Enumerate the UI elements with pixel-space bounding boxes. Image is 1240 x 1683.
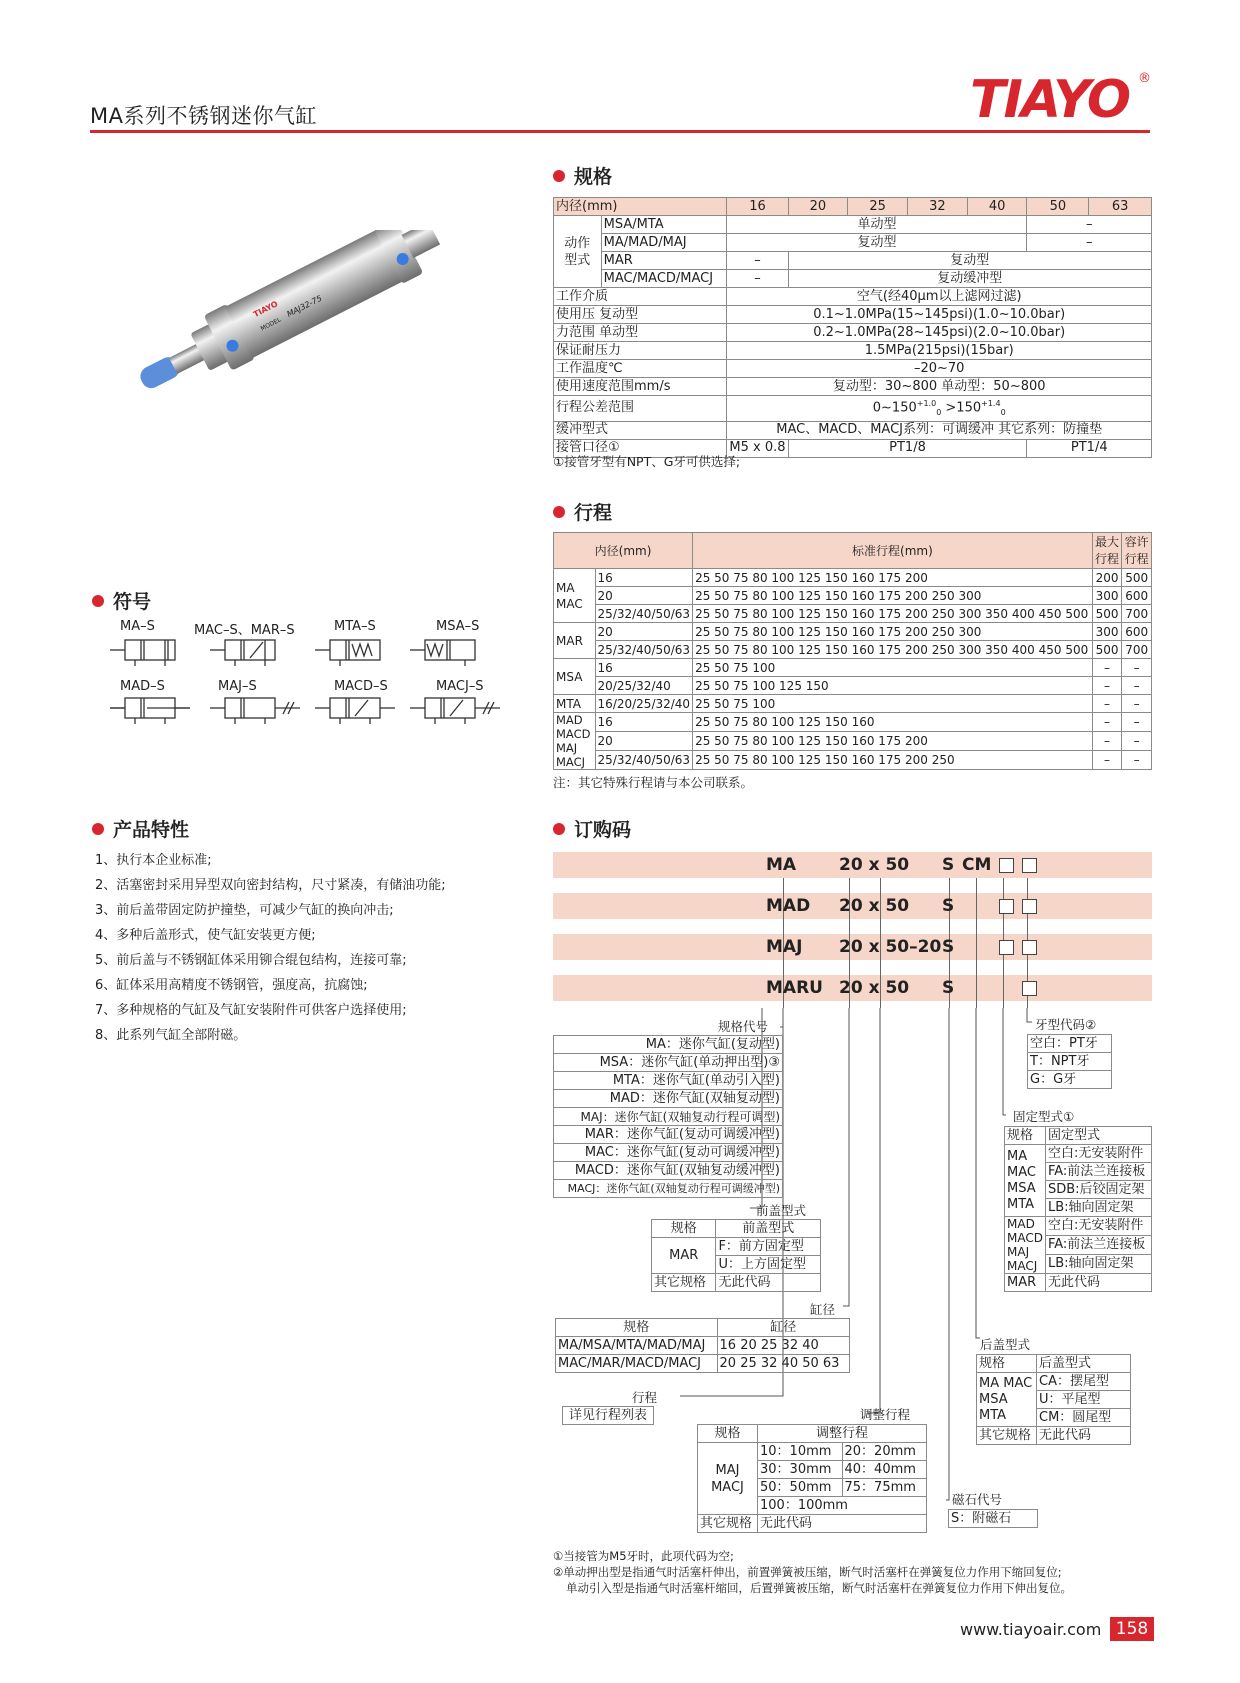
model-code-label: 规格代号 xyxy=(718,1019,769,1034)
magnet-table: S：附磁石 xyxy=(948,1509,1038,1528)
order-footnote-1: ①当接管为M5牙时，此项代码为空; xyxy=(553,1549,734,1563)
order-code-4-mag: S xyxy=(942,978,955,998)
order-footnote-2: ②单动押出型是指通气时活塞杆伸出，前置弹簧被压缩，断气时活塞杆在弹簧复位力作用下缩回复位; xyxy=(553,1565,1062,1579)
features-list xyxy=(95,848,446,1048)
stroke-heading: 行程 xyxy=(553,498,612,525)
symbol-heading: 符号 xyxy=(92,587,151,614)
feature-item: 2、活塞密封采用异型双向密封结构，尺寸紧凑，有储油功能; xyxy=(95,878,446,893)
order-code-1-box-thread xyxy=(1022,858,1037,873)
photo-brand: TIAYO xyxy=(251,299,280,320)
page-title: MA系列不锈钢迷你气缸 xyxy=(90,104,317,128)
order-code-3-box-thread xyxy=(1022,940,1037,955)
cylinder-photo xyxy=(105,230,465,390)
order-code-2-size: 20 x 50 xyxy=(839,896,910,916)
front-cover-label: 前盖型式 xyxy=(756,1203,807,1218)
symbol-label-macd-s: MACD–S xyxy=(334,679,388,694)
order-code-3-series: MAJ xyxy=(766,937,803,957)
symbol-ma-s-icon xyxy=(110,640,175,666)
photo-model: MAJ32-75 xyxy=(285,293,324,319)
order-stroke-label: 行程 xyxy=(632,1390,658,1405)
symbol-label-mad-s: MAD–S xyxy=(120,679,165,694)
feature-item: 5、前后盖与不锈钢缸体采用铆合绲包结构，连接可靠; xyxy=(95,953,407,968)
feature-item: 6、缸体采用高精度不锈钢管，强度高，抗腐蚀; xyxy=(95,978,368,993)
symbol-mad-s-icon xyxy=(110,698,190,724)
stroke-table: 内径(mm) 标准行程(mm) 最大行程 容许行程 MA MAC 16 25 50 75 80 100 125 150 160 175 200 200 500 20 25 50 75 80 100 125 150 160 175 200 250 300 300 600 25/32/40/50/63 25 50 75 80 100 125 150 160 175 200 250 300 350 400 450 500 500 700 MAR 20 25 50 75 80 100 125 150 160 175 200 250 300 300 600 25/32/40/50/63 25 50 75 80 100 125 150 160 175 200 250 300 350 400 450 500 500 700 MSA 16 25 50 75 100 – – 20/25/32/40 25 50 75 100 125 150 – – MTA 16/20/25/32/40 25 50 75 100 – – MAD MACD MAJ MACJ 16 25 50 75 80 100 125 150 160 – – 20 25 50 75 80 100 125 150 160 175 200 – – 25/32/40/50/63 25 50 75 80 100 125 150 160 175 200 250 – – xyxy=(553,532,1152,770)
magnet-label: 磁石代号 xyxy=(952,1492,1003,1507)
mounting-label: 固定型式① xyxy=(1013,1109,1075,1124)
order-code-2-mag: S xyxy=(942,896,955,916)
symbol-macd-s-icon xyxy=(315,698,395,724)
order-footnote-3: 单动引入型是指通气时活塞杆缩回，后置弹簧被压缩，断气时活塞杆在弹簧复位力作用下伸出复位。 xyxy=(566,1581,1072,1595)
bore-label: 缸径 xyxy=(810,1302,836,1317)
bore-table: 规格 缸径 MA/MSA/MTA/MAD/MAJ 16 20 25 32 40 MAC/MAR/MACD/MACJ 20 25 32 40 50 63 xyxy=(555,1318,850,1373)
order-code-1-box-mount xyxy=(999,858,1014,873)
order-code-4-size: 20 x 50 xyxy=(839,978,910,998)
order-code-4-box-thread xyxy=(1022,981,1037,996)
header-rule xyxy=(90,130,1150,133)
registered-mark: ® xyxy=(1138,71,1151,86)
order-code-2-series: MAD xyxy=(766,896,811,916)
order-code-1-size: 20 x 50 xyxy=(839,855,910,875)
features-heading: 产品特性 xyxy=(92,815,189,842)
feature-item: 8、此系列气缸全部附磁。 xyxy=(95,1028,247,1043)
order-code-2-box-mount xyxy=(999,899,1014,914)
thread-code-label: 牙型代码② xyxy=(1035,1017,1097,1032)
symbol-label-ma-s: MA–S xyxy=(120,619,155,634)
page-number: 158 xyxy=(1110,1617,1154,1641)
symbol-label-macj-s: MACJ–S xyxy=(436,679,484,694)
symbol-maj-s-icon xyxy=(210,698,300,724)
order-code-3-size: 20 x 50–20 xyxy=(839,937,942,957)
symbol-label-msa-s: MSA–S xyxy=(436,619,480,634)
brand-logo: TIAYO xyxy=(970,70,1130,130)
symbol-mta-s-icon xyxy=(315,640,380,666)
order-code-1-series: MA xyxy=(766,855,797,875)
order-code-3-mag: S xyxy=(942,937,955,957)
photo-model-prefix: MODEL xyxy=(259,316,283,333)
feature-item: 1、执行本企业标准; xyxy=(95,853,212,868)
symbol-label-mac-s: MAC–S、MAR–S xyxy=(194,623,295,638)
order-stroke-table: 详见行程列表 xyxy=(562,1406,654,1425)
thread-code-table: 空白：PT牙 T：NPT牙 G：G牙 xyxy=(1027,1034,1112,1089)
symbol-label-maj-s: MAJ–S xyxy=(218,679,257,694)
rear-cover-table: 规格 后盖型式 MA MAC MSA MTA CA：摆尾型 U：平尾型 CM：圆尾型 其它规格 无此代码 xyxy=(976,1354,1131,1445)
order-heading: 订购码 xyxy=(553,815,631,842)
adjust-stroke-label: 调整行程 xyxy=(860,1407,911,1422)
pneumatic-symbols xyxy=(105,636,505,726)
footer-url[interactable]: www.tiayoair.com xyxy=(960,1620,1102,1639)
spec-note: ①接管牙型有NPT、G牙可供选择; xyxy=(553,454,741,469)
symbol-msa-s-icon xyxy=(410,640,475,666)
feature-item: 3、前后盖带固定防护撞垫，可减少气缸的换向冲击; xyxy=(95,903,394,918)
adjust-stroke-table: 规格 调整行程 MAJ MACJ 10：10mm 20：20mm 30：30mm 40：40mm 50：50mm 75：75mm 100：100mm 其它规格 无此代码 xyxy=(697,1424,927,1533)
mounting-table: 规格 固定型式 MA MAC MSA MTA 空白:无安装附件 FA:前法兰连接板 SDB:后铰固定架 LB:轴向固定架 MAD MACD MAJ MACJ 空白:无安装附件 FA:前法兰连接板 LB:轴向固定架 MAR 无此代码 xyxy=(1004,1126,1152,1292)
spec-table: 内径(mm) 16 20 25 32 40 50 63 动作型式 MSA/MTA 单动型 – MA/MAD/MAJ 复动型 – MAR – 复动型 MAC/MACD/MACJ – 复动缓冲型 工作介质 空气(经40μm以上滤网过滤) 使用压 复动型 0.1~1.0MPa(15~145psi)(1.0~10.0bar) 力范围 单动型 0.2~1.0MPa(28~145psi)(2.0~10.0bar) 保证耐压力 1.5MPa(215psi)(15bar) 工作温度℃ –20~70 使用速度范围mm/s 复动型：30~800 单动型：50~800 行程公差范围 $0\sim 150^{+1.0}_0 >150^{+1.4}_0$ 缓冲型式 MAC、MACD、MACJ系列：可调缓冲 其它系列：防撞垫 接管口径① M5 x 0.8 PT1/8 PT1/4 xyxy=(553,197,1152,458)
symbol-macj-s-icon xyxy=(410,698,500,724)
feature-item: 7、多种规格的气缸及气缸安装附件可供客户选择使用; xyxy=(95,1003,407,1018)
model-code-table: MA：迷你气缸(复动型) MSA：迷你气缸(单动押出型)③ MTA：迷你气缸(单动引入型) MAD：迷你气缸(双轴复动型) MAJ：迷你气缸(双轴复动行程可调型) MAR：迷你气缸(复动可调缓冲型) MAC：迷你气缸(复动可调缓冲型) MACD：迷你气缸(双轴复动缓冲型) MACJ：迷你气缸(双轴复动行程可调缓冲型) xyxy=(553,1035,783,1198)
symbol-label-mta-s: MTA–S xyxy=(334,619,376,634)
order-code-3-box-mount xyxy=(999,940,1014,955)
order-code-1-rear: CM xyxy=(962,855,992,875)
symbol-mac-s-icon xyxy=(210,640,275,666)
front-cover-table: 规格 前盖型式 MAR F：前方固定型 U：上方固定型 其它规格 无此代码 xyxy=(651,1219,821,1292)
stroke-note: 注：其它特殊行程请与本公司联系。 xyxy=(553,775,754,790)
feature-item: 4、多种后盖形式，使气缸安装更方便; xyxy=(95,928,316,943)
order-code-1-mag: S xyxy=(942,855,955,875)
rear-cover-label: 后盖型式 xyxy=(980,1337,1031,1352)
spec-heading: 规格 xyxy=(553,162,612,189)
order-code-4-series: MARU xyxy=(766,978,823,998)
order-code-2-box-thread xyxy=(1022,899,1037,914)
